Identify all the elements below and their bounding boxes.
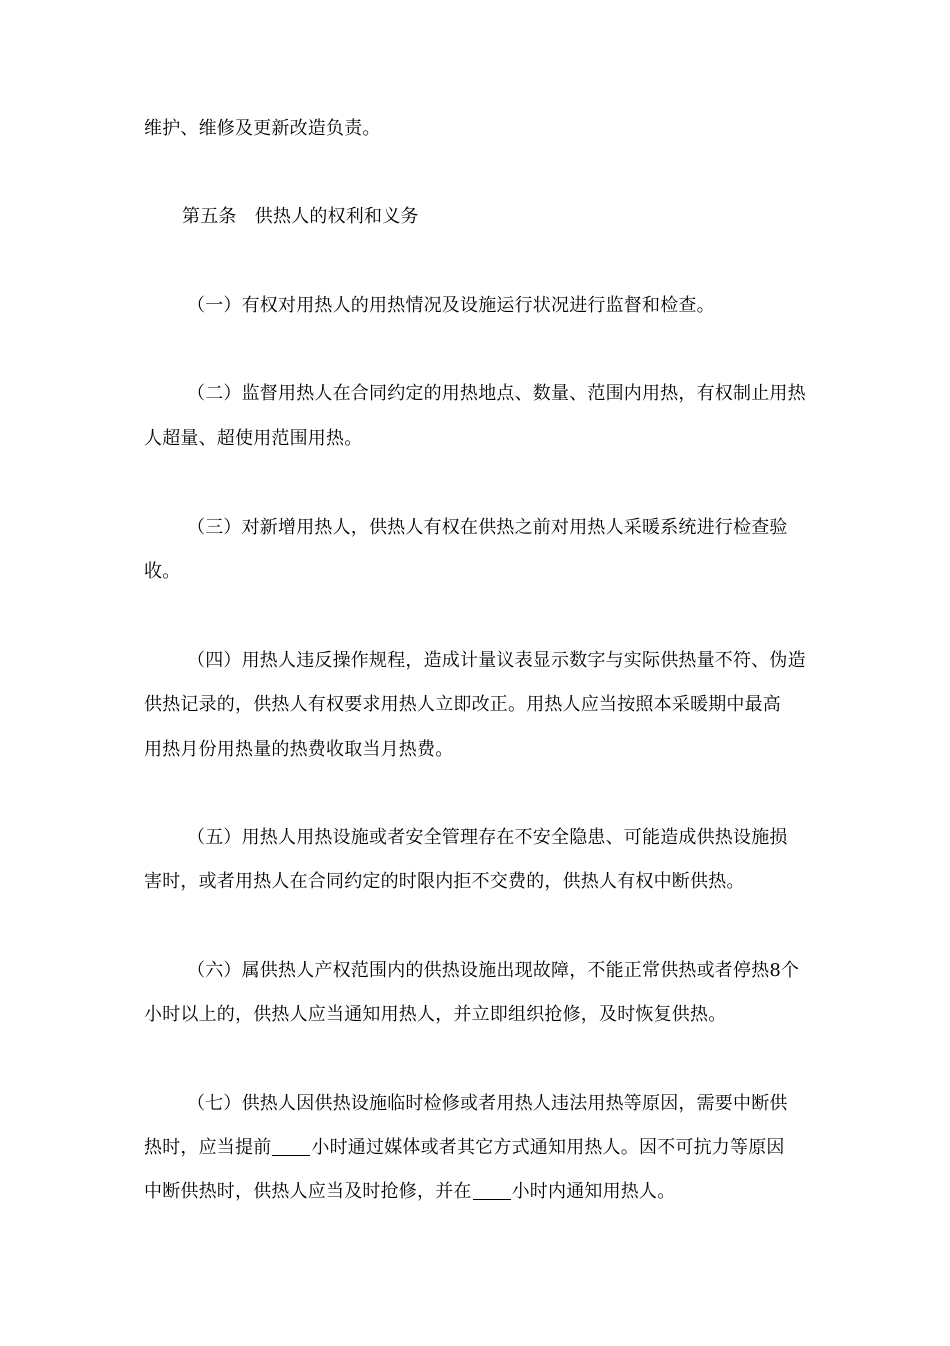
clause-7-line <box>144 1136 809 1160</box>
clause-4-line: 供热记录的，供热人有权要求用热人立即改正。用热人应当按照本采暖期中最高 <box>144 694 781 715</box>
clause-7-line <box>144 1180 809 1204</box>
clause-2-line: 人超量、超使用范围用热。 <box>144 428 363 449</box>
clause-6-line: （六）属供热人产权范围内的供热设施出现故障，不能正常供热或者停热8个 <box>187 960 800 981</box>
clause-4-line: （四）用热人违反操作规程，造成计量议表显示数字与实际供热量不符、伪造 <box>187 650 806 671</box>
clause-5-line: （五）用热人用热设施或者安全管理存在不安全隐患、可能造成供热设施损 <box>187 827 788 848</box>
clause-6-line: 小时以上的，供热人应当通知用热人，并立即组织抢修，及时恢复供热。 <box>144 1004 727 1025</box>
clause-3-line: 收。 <box>144 561 181 582</box>
clause-5-line: 害时，或者用热人在合同约定的时限内拒不交费的，供热人有权中断供热。 <box>144 871 745 892</box>
clause-7-line: （七）供热人因供热设施临时检修或者用热人违法用热等原因，需要中断供 <box>187 1093 788 1114</box>
clause-7-text: 小时通过媒体或者其它方式通知用热人。因不可抗力等原因 <box>311 1137 785 1158</box>
clause-1-line: （一）有权对用热人的用热情况及设施运行状况进行监督和检查。 <box>187 295 715 316</box>
fill-in-blank[interactable] <box>473 1181 511 1200</box>
fill-in-blank[interactable] <box>272 1137 310 1156</box>
paragraph-line: 维护、维修及更新改造负责。 <box>144 118 381 139</box>
clause-2-line: （二）监督用热人在合同约定的用热地点、数量、范围内用热，有权制止用热 <box>187 383 806 404</box>
clause-7-text: 中断供热时，供热人应当及时抢修，并在 <box>144 1181 472 1202</box>
clause-7-text: 热时，应当提前 <box>144 1137 272 1158</box>
article-heading: 第五条 供热人的权利和义务 <box>182 206 419 227</box>
clause-3-line: （三）对新增用热人，供热人有权在供热之前对用热人采暖系统进行检查验 <box>187 517 788 538</box>
clause-7-text: 小时内通知用热人。 <box>511 1181 676 1202</box>
clause-4-line: 用热月份用热量的热费收取当月热费。 <box>144 739 454 760</box>
